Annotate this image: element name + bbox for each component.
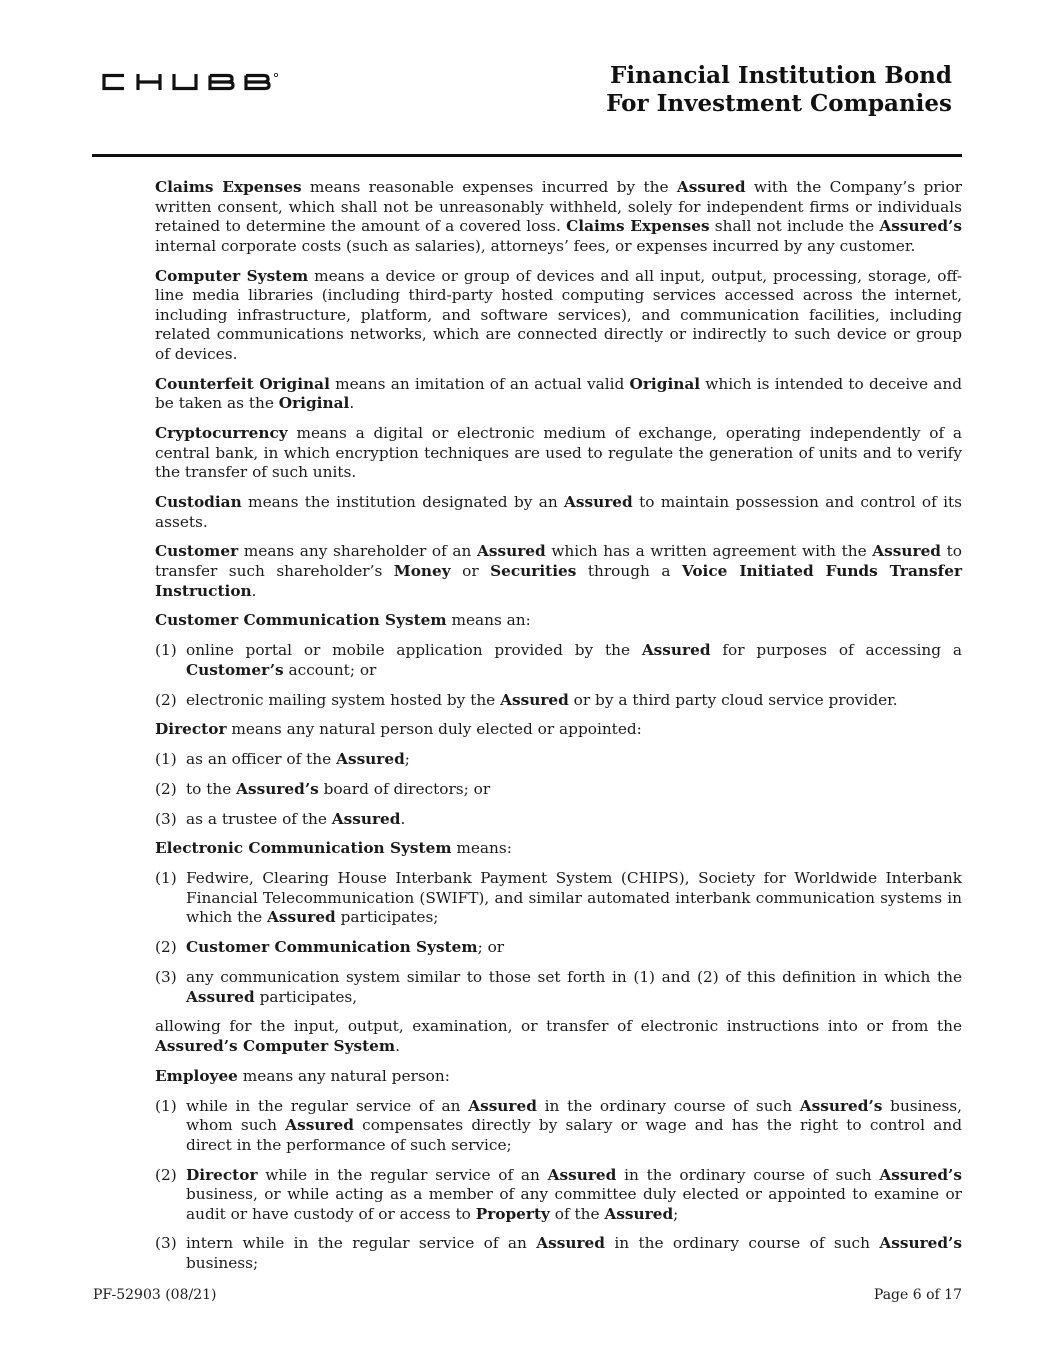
definition-employee: Employee means any natural person: [155, 1066, 450, 1085]
document-title [606, 62, 952, 118]
definition-counterfeit-original: Counterfeit Original means an imitation of an actual valid Original which is intended to deceive and be taken as the Original. [155, 374, 963, 413]
definition-computer-system: Computer System means a device or group of devices and all input, output, processing, storage, off-line media libraries (including third-party hosted computing services accessed across the internet, including infrastructure, platform, and software services), and communication facilities, including related communications networks, which are connected directly or indirectly to such device or group of devices. [155, 266, 962, 363]
definition-electronic-communication-system: Electronic Communication System means: [155, 839, 512, 858]
term: Cryptocurrency [155, 424, 288, 443]
definition-director: Director means any natural person duly elected or appointed: [155, 720, 642, 739]
list-item: (1) while in the regular service of an Assured in the ordinary course of such Assured’s business, whom such Assured compensates directly by salary or wage and has the right to control and direct in the performance of such service; [155, 1096, 963, 1154]
title-line-2: For Investment Companies [606, 90, 952, 117]
list-item: (3) any communication system similar to those set forth in (1) and (2) of this definition in which the Assured participates, [155, 968, 962, 1006]
list-item: (3) intern while in the regular service of an Assured in the ordinary course of such Assured’s business; [155, 1234, 962, 1273]
list-item: (1) online portal or mobile application provided by the Assured for purposes of accessing a Customer’s account; or [155, 641, 962, 679]
definition-custodian: Custodian means the institution designated by an Assured to maintain possession and control of its assets. [155, 493, 962, 531]
definition-continuation: allowing for the input, output, examination, or transfer of electronic instructions into or from the Assured’s Computer System. [155, 1017, 962, 1055]
chubb-logo-icon [100, 72, 280, 92]
term: Custodian [155, 493, 242, 512]
list-item: (2) Director while in the regular service of an Assured in the ordinary course of such Assured’s business, or while acting as a member of any committee duly elected or appointed to examine or audit or have custody of or access to Property of the Assured; [155, 1165, 962, 1223]
term: Director [155, 720, 227, 739]
term: Customer Communication System [155, 611, 447, 630]
page-number: Page 6 of 17 [873, 1287, 962, 1303]
chubb-logo [100, 72, 280, 92]
definition-claims-expenses: Claims Expenses means reasonable expenses incurred by the Assured with the Company’s prior written consent, which shall not be unreasonably withheld, solely for independent firms or individuals retained to determine the amount of a covered loss. Claims Expenses shall not include the Assured’s internal corporate costs (such as salaries), attorneys’ fees, or expenses incurred by any customer. [155, 178, 962, 255]
list-item: (3) as a trustee of the Assured. [155, 809, 406, 828]
term: Employee [155, 1066, 238, 1085]
definition-customer-communication-system: Customer Communication System means an: [155, 611, 531, 630]
term: Customer [155, 542, 239, 561]
definitions-body [155, 178, 962, 1284]
definition-cryptocurrency: Cryptocurrency means a digital or electronic medium of exchange, operating independently of a central bank, in which encryption techniques are used to regulate the generation of units and to verify the transfer of such units. [155, 424, 962, 482]
list-item: (1) as an officer of the Assured; [155, 750, 410, 769]
title-line-1: Financial Institution Bond [610, 62, 952, 89]
list-item: (1) Fedwire, Clearing House Interbank Payment System (CHIPS), Society for Worldwide Interbank Financial Telecommunication (SWIFT), and similar automated interbank communication systems in which the Assured participates; [155, 869, 962, 927]
definition-customer: Customer means any shareholder of an Assured which has a written agreement with the Assured to transfer such shareholder’s Money or Securities through a Voice Initiated Funds Transfer Instruction. [155, 542, 962, 600]
list-item: (2) Customer Communication System; or [155, 938, 505, 957]
list-item: (2) electronic mailing system hosted by the Assured or by a third party cloud service provider. [155, 690, 898, 709]
header-divider [92, 154, 962, 157]
list-item: (2) to the Assured’s board of directors; or [155, 779, 491, 798]
term: Computer System [155, 266, 309, 285]
term: Electronic Communication System [155, 839, 452, 858]
term: Counterfeit Original [155, 374, 330, 393]
form-number: PF-52903 (08/21) [93, 1287, 217, 1303]
term: Claims Expenses [155, 178, 302, 196]
